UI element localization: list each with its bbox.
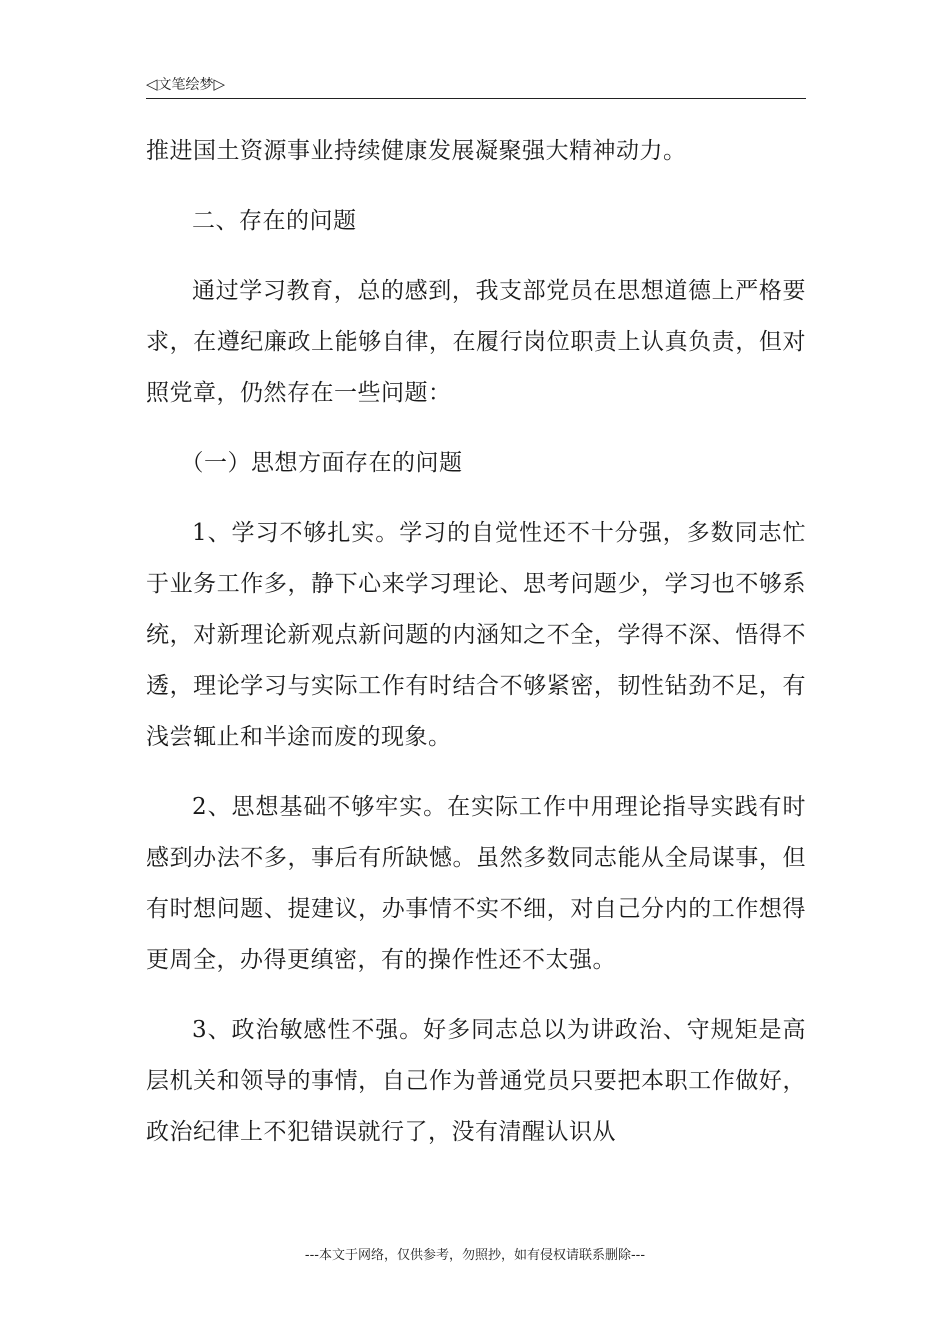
paragraph: 通过学习教育，总的感到，我支部党员在思想道德上严格要求，在遵纪廉政上能够自律，在履行岗位职责上认真负责，但对照党章，仍然存在一些问题： <box>146 278 806 406</box>
header-title: 文笔绘梦 <box>157 77 214 93</box>
subsection-heading: （一）思想方面存在的问题 <box>180 450 463 476</box>
page-header <box>146 74 806 99</box>
paragraph-continuation: 推进国土资源事业持续健康发展凝聚强大精神动力。 <box>146 138 687 164</box>
document-body <box>146 126 806 1177</box>
left-triangle-icon: ◁ <box>146 75 158 93</box>
paragraph: 1、学习不够扎实。学习的自觉性还不十分强，多数同志忙于业务工作多，静下心来学习理论、思考问题少，学习也不够系统，对新理论新观点新问题的内涵知之不全，学得不深、悟得不透，理论学习与实际工作有时结合不够紧密，韧性钻劲不足，有浅尝辄止和半途而废的现象。 <box>146 520 806 750</box>
page-footer-disclaimer: ---本文于网络，仅供参考，勿照抄，如有侵权请联系删除--- <box>304 1248 646 1263</box>
section-heading: 二、存在的问题 <box>192 208 357 234</box>
paragraph: 2、思想基础不够牢实。在实际工作中用理论指导实践有时感到办法不多，事后有所缺憾。虽然多数同志能从全局谋事，但有时想问题、提建议，办事情不实不细，对自己分内的工作想得更周全，办得更缜密，有的操作性还不太强。 <box>146 794 806 973</box>
right-triangle-icon: ▷ <box>213 75 226 93</box>
paragraph: 3、政治敏感性不强。好多同志总以为讲政治、守规矩是高层机关和领导的事情，自己作为普通党员只要把本职工作做好，政治纪律上不犯错误就行了，没有清醒认识从 <box>146 1017 806 1145</box>
